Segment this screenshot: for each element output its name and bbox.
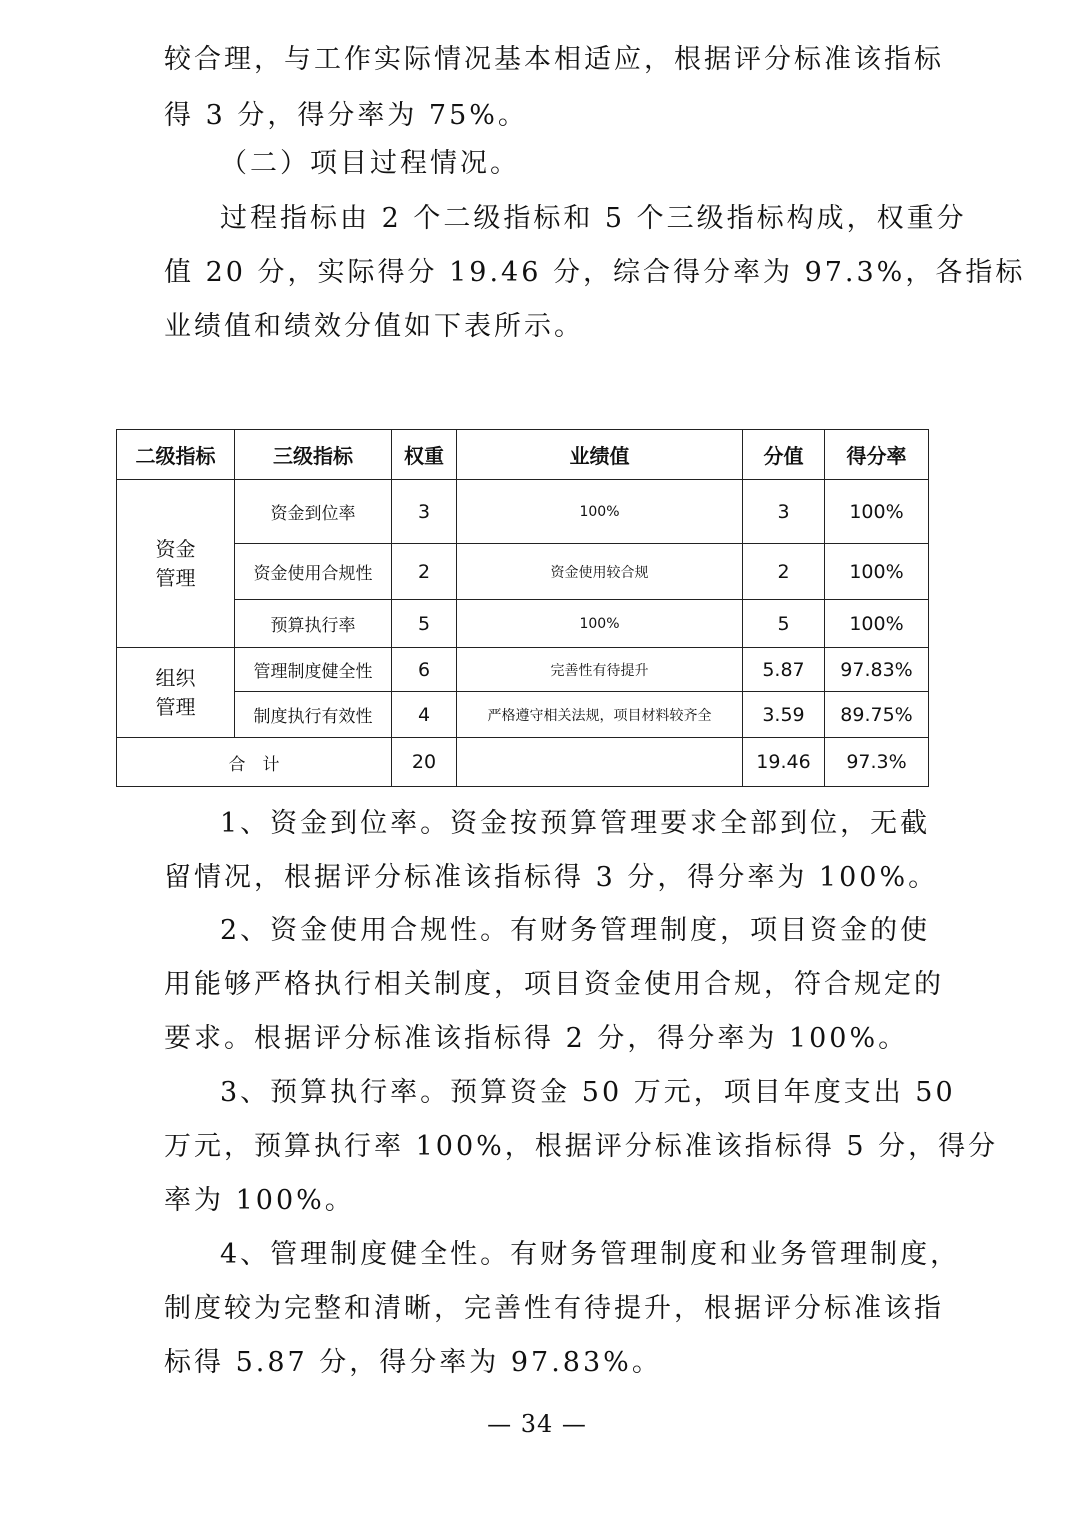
text-line: 留情况，根据评分标准该指标得 3 分，得分率为 100%。 (164, 862, 939, 893)
table-row (117, 480, 929, 544)
text-line: 万元，预算执行率 100%，根据评分标准该指标得 5 分，得分 (164, 1131, 999, 1162)
weight-cell: 5 (392, 600, 457, 648)
level2-name-line: 资金 (155, 536, 196, 561)
total-value-cell (457, 738, 743, 787)
text-line: 要求。根据评分标准该指标得 2 分，得分率为 100%。 (164, 1023, 909, 1054)
score-cell: 5.87 (743, 648, 825, 692)
indicator-cell: 资金到位率 (235, 480, 392, 544)
level2-name-line: 管理 (155, 565, 196, 590)
text-line: 过程指标由 2 个二级指标和 5 个三级指标构成，权重分 (220, 203, 967, 234)
header-cell: 得分率 (825, 430, 929, 480)
weight-cell: 2 (392, 544, 457, 600)
text-line: 值 20 分，实际得分 19.46 分，综合得分率为 97.3%，各指标 (164, 257, 1026, 288)
rate-cell: 100% (825, 480, 929, 544)
table-row (117, 648, 929, 692)
page-number: — 34 — (487, 1410, 587, 1438)
table-total-row (117, 738, 929, 787)
rate-cell: 100% (825, 600, 929, 648)
total-weight-cell: 20 (392, 738, 457, 787)
value-cell: 100% (457, 600, 743, 648)
header-cell: 权重 (392, 430, 457, 480)
rate-cell: 100% (825, 544, 929, 600)
rate-cell: 97.83% (825, 648, 929, 692)
rate-cell: 89.75% (825, 692, 929, 738)
total-score-cell: 19.46 (743, 738, 825, 787)
text-line: 3、预算执行率。预算资金 50 万元，项目年度支出 50 (220, 1077, 956, 1108)
text-line: 业绩值和绩效分值如下表所示。 (164, 311, 584, 342)
table-header-row (117, 430, 929, 480)
text-line: 4、管理制度健全性。有财务管理制度和业务管理制度， (220, 1239, 961, 1270)
text-line: 2、资金使用合规性。有财务管理制度，项目资金的使 (220, 915, 931, 946)
score-cell: 2 (743, 544, 825, 600)
total-rate-cell: 97.3% (825, 738, 929, 787)
header-cell: 三级指标 (235, 430, 392, 480)
header-cell: 分值 (743, 430, 825, 480)
text-line: 用能够严格执行相关制度，项目资金使用合规，符合规定的 (164, 969, 944, 1000)
text-line: 率为 100%。 (164, 1185, 355, 1216)
level2-cell (117, 480, 235, 648)
level2-name-line: 组织 (155, 665, 196, 690)
weight-cell: 6 (392, 648, 457, 692)
value-cell: 资金使用较合规 (457, 544, 743, 600)
table-row (117, 692, 929, 738)
weight-cell: 3 (392, 480, 457, 544)
header-cell: 二级指标 (117, 430, 235, 480)
score-cell: 5 (743, 600, 825, 648)
text-line: 1、资金到位率。资金按预算管理要求全部到位，无截 (220, 808, 931, 839)
score-cell: 3.59 (743, 692, 825, 738)
indicator-cell: 资金使用合规性 (235, 544, 392, 600)
section-heading: （二）项目过程情况。 (220, 148, 520, 179)
value-cell: 100% (457, 480, 743, 544)
indicator-cell: 管理制度健全性 (235, 648, 392, 692)
indicator-cell: 制度执行有效性 (235, 692, 392, 738)
performance-table (116, 429, 929, 787)
table-row (117, 544, 929, 600)
header-cell: 业绩值 (457, 430, 743, 480)
score-cell: 3 (743, 480, 825, 544)
weight-cell: 4 (392, 692, 457, 738)
value-cell: 严格遵守相关法规，项目材料较齐全 (457, 692, 743, 738)
total-label-cell: 合 计 (117, 738, 392, 787)
value-cell: 完善性有待提升 (457, 648, 743, 692)
level2-cell (117, 648, 235, 738)
level2-name-line: 管理 (155, 694, 196, 719)
table-row (117, 600, 929, 648)
text-line: 标得 5.87 分，得分率为 97.83%。 (164, 1347, 662, 1378)
text-line: 得 3 分，得分率为 75%。 (164, 100, 528, 131)
indicator-cell: 预算执行率 (235, 600, 392, 648)
text-line: 较合理，与工作实际情况基本相适应，根据评分标准该指标 (164, 44, 944, 75)
text-line: 制度较为完整和清晰，完善性有待提升，根据评分标准该指 (164, 1293, 944, 1324)
